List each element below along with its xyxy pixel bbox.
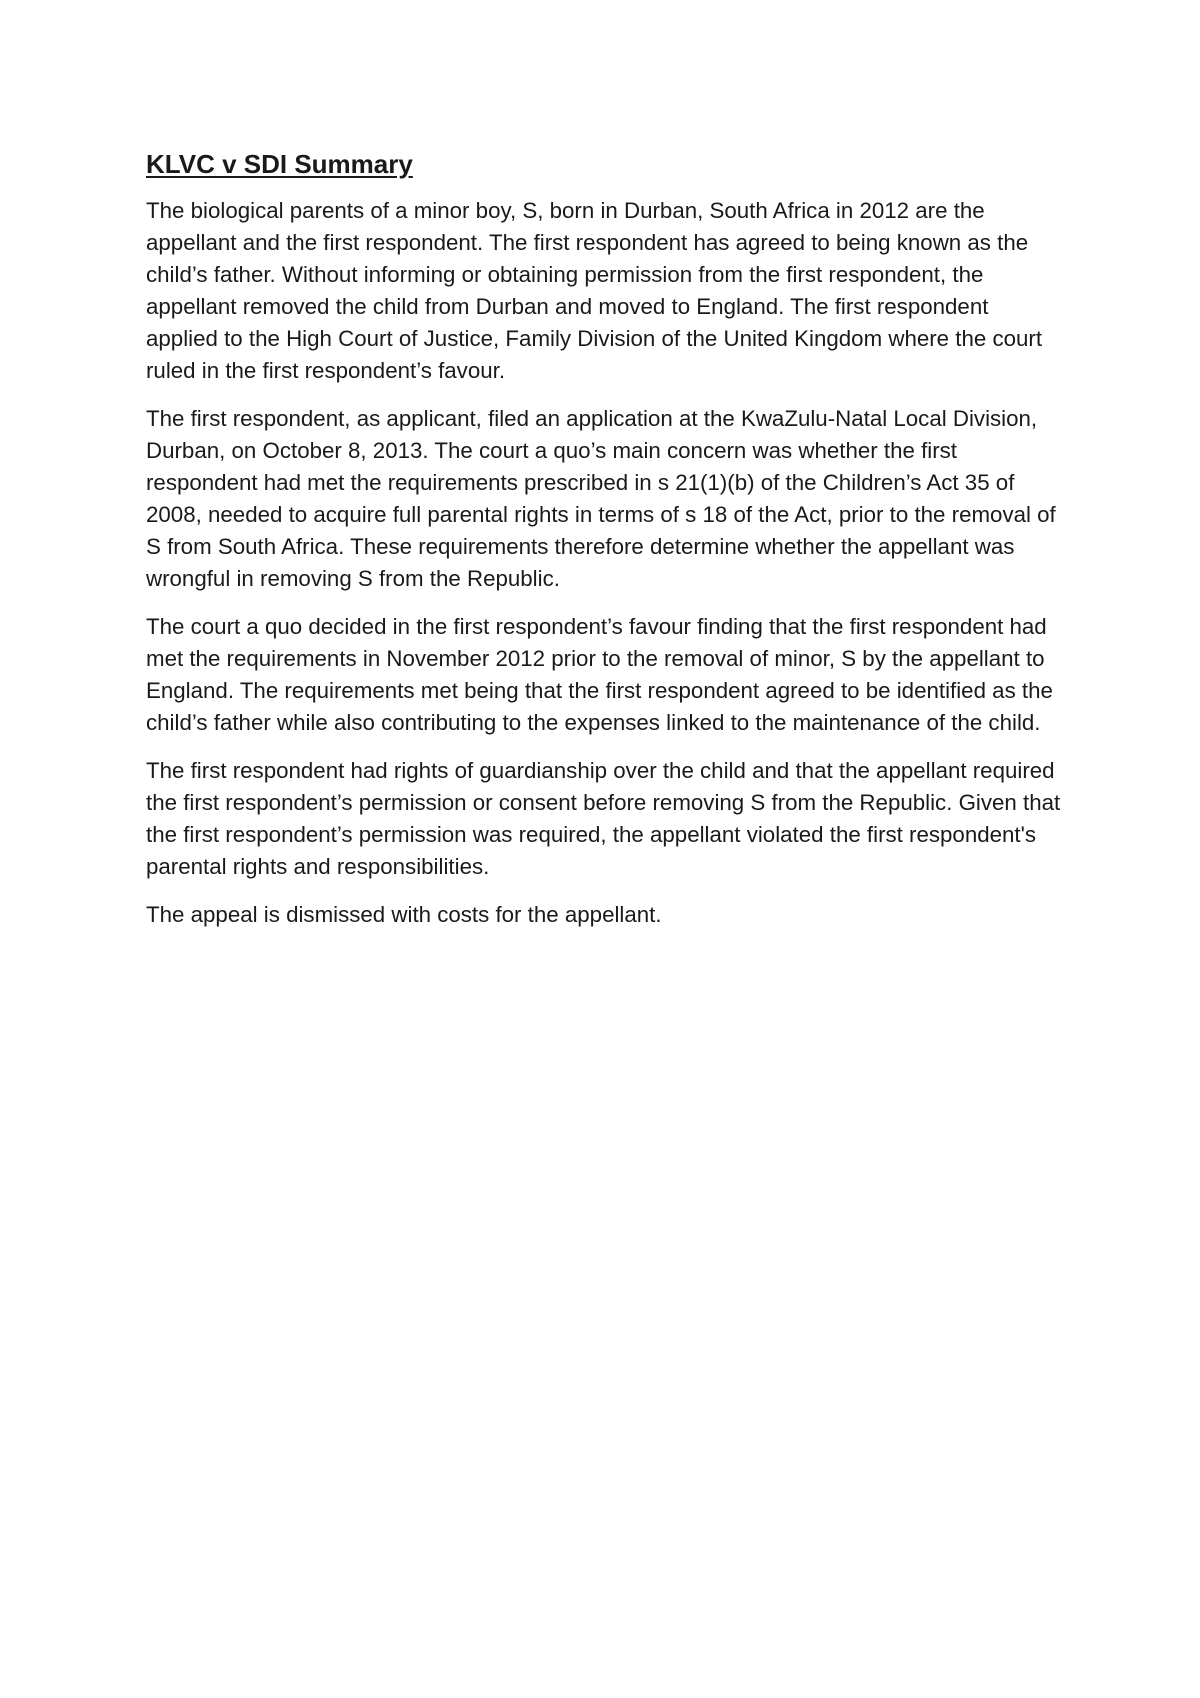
document-title: KLVC v SDI Summary <box>146 149 413 179</box>
paragraph-outcome: The appeal is dismissed with costs for the appellant. <box>146 902 662 927</box>
paragraph-court-decision: The court a quo decided in the first respondent’s favour finding that the first respondent had met the requirements in November 2012 prior to the removal of minor, S by the appellant to England. The requirements met being that the first respondent agreed to be identified as the child’s father while also contributing to the expenses linked to the maintenance of the child. <box>146 614 1053 735</box>
paragraph-application: The first respondent, as applicant, filed an application at the KwaZulu-Natal Local Division, Durban, on October 8, 2013. The court a quo’s main concern was whether the first respondent had met the requirements prescribed in s 21(1)(b) of the Children’s Act 35 of 2008, needed to acquire full parental rights in terms of s 18 of the Act, prior to the removal of S from South Africa. These requirements therefore determine whether the appellant was wrongful in removing S from the Republic. <box>146 406 1056 591</box>
paragraph-background: The biological parents of a minor boy, S, born in Durban, South Africa in 2012 are the appellant and the first respondent. The first respondent has agreed to being known as the child’s father. Without informing or obtaining permission from the first respondent, the appellant removed the child from Durban and moved to England. The first respondent applied to the High Court of Justice, Family Division of the United Kingdom where the court ruled in the first respondent’s favour. <box>146 198 1043 383</box>
paragraph-guardianship: The first respondent had rights of guardianship over the child and that the appellant required the first respondent’s permission or consent before removing S from the Republic. Given that the first respondent’s permission was required, the appellant violated the first respondent's parental rights and responsibilities. <box>146 758 1061 879</box>
document-page <box>146 148 1066 947</box>
